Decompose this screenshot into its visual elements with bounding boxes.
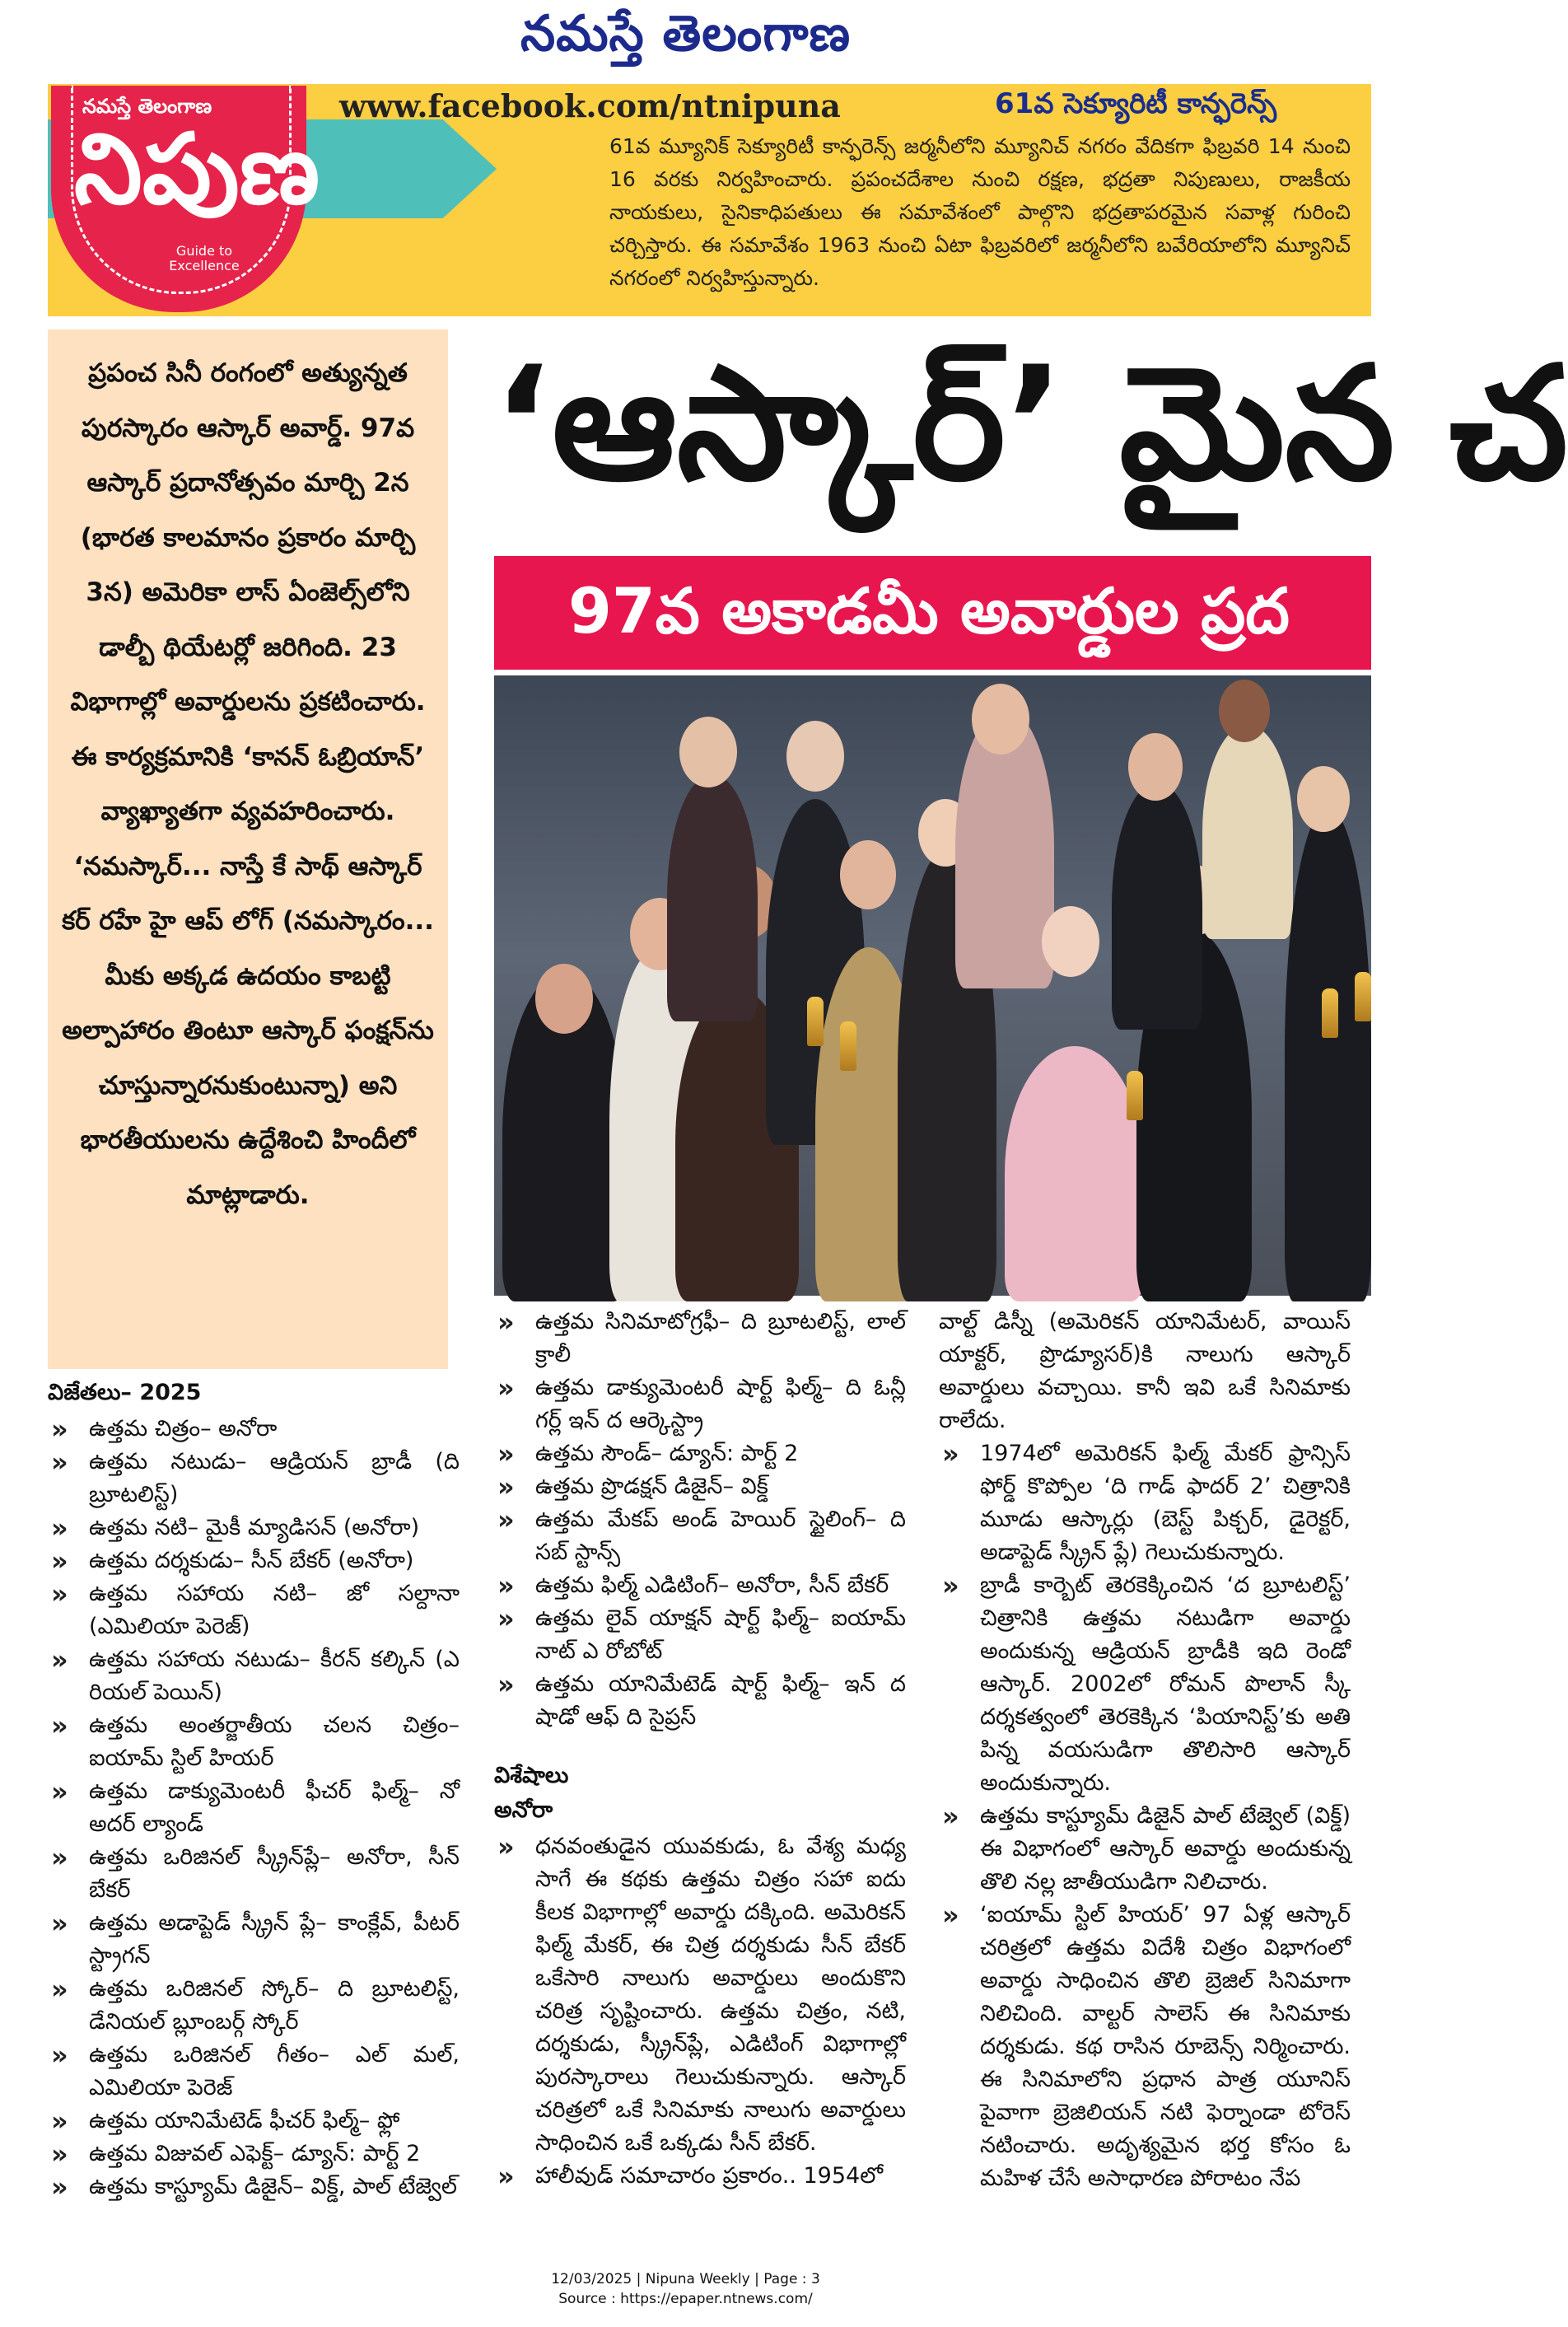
photo-face bbox=[1297, 766, 1350, 832]
footer-source-line: Source : https://epaper.ntnews.com/ bbox=[558, 2291, 813, 2307]
page-footer bbox=[0, 2269, 1371, 2309]
photo-face bbox=[1219, 680, 1270, 742]
list-item: » హాలీవుడ్ సమాచారం ప్రకారం.. 1954లో bbox=[494, 2160, 906, 2193]
conference-body: 61వ మ్యూనిక్ సెక్యూరిటీ కాన్ఫరెన్స్ జర్మనీలోని మ్యూనిచ్ నగరం వేదికగా ఫిబ్రవరి 14 నుంచి 16 వరకు నిర్వహించారు. ప్రపంచదేశాల నుంచి రక్షణ, భద్రతా నిపుణులు, రాజకీయ నాయకులు, సైనికాధిపతులు ఈ సమావేశంలో పాల్గొని భద్రతాపరమైన సవాళ్ల గురించి చర్చిస్తారు. ఈ సమావేశం 1963 నుంచి ఏటా ఫిబ్రవరిలో జర్మనీలోని బవేరియాలోని మ్యూనిచ్ నగరంలో నిర్వహిస్తున్నారు. bbox=[609, 134, 1351, 290]
photo-person bbox=[1005, 1046, 1145, 1301]
subheadline: 97వ అకాడమీ అవార్డుల ప్రద bbox=[568, 574, 1290, 647]
list-item: » ఉత్తమ డాక్యుమెంటరీ షార్ట్ ఫిల్మ్– ది ఓన్లీ గర్ల్ ఇన్ ద ఆర్కెస్ట్రా bbox=[494, 1371, 906, 1437]
intro-text: ప్రపంచ సినీ రంగంలో అత్యున్నత పురస్కారం ఆస్కార్ అవార్డ్. 97వ ఆస్కార్ ప్రదానోత్సవం మార్చి 2న (భారత కాలమానం ప్రకారం మార్చి 3న) అమెరికా లాస్ ఏంజెల్స్‌లోని డాల్బీ థియేటర్లో జరిగింది. 23 విభాగాల్లో అవార్డులను ప్రకటించారు. ఈ కార్యక్రమానికి ‘కానన్ ఓబ్రియాన్’ వ్యాఖ్యాతగా వ్యవహరించారు. ‘నమస్కార్... నాస్తే కే సాథ్ ఆస్కార్ కర్ రహే హై ఆప్ లోగ్ (నమస్కారం... మీకు అక్కడ ఉదయం కాబట్టి అల్పాహారం తింటూ ఆస్కార్ ఫంక్షన్‌ను చూస్తున్నారనుకుంటున్నా) అని భారతీయులను ఉద్దేశించి హిందీలో మాట్లాడారు. bbox=[62, 358, 434, 1210]
list-item: » ఉత్తమ యానిమేటెడ్ ఫీచర్ ఫిల్మ్– ఫ్లో bbox=[48, 2105, 460, 2138]
photo-face bbox=[1128, 733, 1183, 801]
oscar-statuette bbox=[807, 997, 824, 1046]
list-item: » ధనవంతుడైన యువకుడు, ఓ వేశ్య మధ్య సాగే ఈ కథకు ఉత్తమ చిత్రం సహా ఐదు కీలక విభాగాల్లో అవార్డు దక్కింది. అమెరికన్ ఫిల్మ్ మేకర్, ఈ చిత్ర దర్శకుడు సీన్ బేకర్ ఒకేసారి నాలుగు అవార్డులు అందుకొని చరిత్ర సృష్టించారు. ఉత్తమ చిత్రం, నటి, దర్శకుడు, స్క్రీన్‌ప్లే, ఎడిటింగ్ విభాగాల్లో పురస్కారాలు గెలుచుకున్నారు. ఆస్కార్ చరిత్రలో ఒకే సినిమాకు నాలుగు అవార్డులు సాధించిన ఒకే ఒక్కడు సీన్ బేకర్. bbox=[494, 1830, 906, 2160]
list-item: » ఉత్తమ కాస్ట్యూమ్ డిజైన్ పాల్ టేజ్వెల్ (విక్డ్) ఈ విభాగంలో ఆస్కార్ అవార్డు అందుకున్న తొలి నల్ల జాతీయుడిగా నిలిచారు. bbox=[939, 1800, 1351, 1899]
list-item: » ఉత్తమ కాస్ట్యూమ్ డిజైన్– విక్డ్, పాల్ టేజ్వెల్ bbox=[48, 2170, 460, 2203]
right-column-lead: వాల్ట్ డిస్నీ (అమెరికన్ యానిమేటర్, వాయిస్ యాక్టర్, ప్రొడ్యూసర్)కి నాలుగు ఆస్కార్ అవార్డులు వచ్చాయి. కానీ ఇవి ఒకే సినిమాకు రాలేదు. bbox=[939, 1309, 1351, 1433]
list-item: » ఉత్తమ లైవ్ యాక్షన్ షార్ట్ ఫిల్మ్– ఐయామ్ నాట్ ఎ రోబోట్ bbox=[494, 1602, 906, 1668]
photo-face bbox=[1042, 906, 1099, 977]
oscar-statuette bbox=[1322, 988, 1338, 1038]
masthead bbox=[0, 0, 1371, 82]
specials-list-middle bbox=[494, 1830, 906, 2193]
list-item: » ఉత్తమ సినిమాటోగ్రఫీ– ది బ్రూటలిస్ట్, లాల్ క్రాలీ bbox=[494, 1306, 906, 1371]
oscar-winners-photo bbox=[494, 675, 1371, 1296]
list-item: » ఉత్తమ దర్శకుడు– సీన్ బేకర్ (అనోరా) bbox=[48, 1544, 460, 1577]
logo-tagline: Guide to Excellence bbox=[169, 243, 240, 273]
facebook-url[interactable]: www.facebook.com/ntnipuna bbox=[339, 87, 841, 124]
photo-face bbox=[535, 964, 593, 1034]
list-item: » ఉత్తమ ప్రొడక్షన్ డిజైన్– విక్డ్ bbox=[494, 1470, 906, 1503]
list-item: » ఉత్తమ చిత్రం– అనోరా bbox=[48, 1413, 460, 1446]
oscar-statuette bbox=[1127, 1071, 1143, 1120]
photo-face bbox=[840, 840, 896, 909]
conference-title: 61వ సెక్యూరిటీ కాన్ఫరెన్స్ bbox=[995, 87, 1277, 120]
logo-small-text: నమస్తే తెలంగాణ bbox=[82, 95, 212, 118]
specials-heading: విశేషాలు bbox=[494, 1763, 569, 1788]
list-item: » ‘ఐయామ్ స్టిల్ హియర్’ 97 ఏళ్ల ఆస్కార్ చరిత్రలో ఉత్తమ విదేశీ చిత్రం విభాగంలో అవార్డు సాధించిన తొలి బ్రెజిల్ సినిమాగా నిలిచింది. వాల్టర్ సాలెస్ ఈ సినిమాకు దర్శకుడు. కథ రాసిన రూబెన్స్ నిర్మించారు. ఈ సినిమాలోని ప్రధాన పాత్ర యూనిస్ పైవాగా బ్రెజిలియన్ నటి ఫెర్నాండా టోరెస్ నటించారు. అదృశ్యమైన భర్త కోసం ఓ మహిళ చేసే అసాధారణ పోరాటం నేప bbox=[939, 1899, 1351, 2195]
list-item: » ఉత్తమ విజువల్ ఎఫెక్ట్– డ్యూన్: పార్ట్ 2 bbox=[48, 2138, 460, 2170]
list-item: » బ్రాడీ కార్బెట్ తెరకెక్కించిన ‘ద బ్రూటలిస్ట్’ చిత్రానికి ఉత్తమ నటుడిగా అవార్డు అందుకున్న ఆడ్రియన్ బ్రాడీకి ఇది రెండో ఆస్కార్. 2002లో రోమన్ పొలాన్ స్కీ దర్శకత్వంలో తెరకెక్కిన ‘పియానిస్ట్’కు అతి పిన్న వయసుడిగా తొలిసారి ఆస్కార్ అందుకున్నారు. bbox=[939, 1569, 1351, 1800]
logo-title: నిపుణ bbox=[74, 111, 320, 226]
photo-person bbox=[1112, 783, 1202, 1030]
photo-face bbox=[972, 684, 1029, 755]
oscar-statuette bbox=[840, 1021, 856, 1071]
list-item: » ఉత్తమ నటి– మైకీ మ్యాడిసన్ (అనోరా) bbox=[48, 1512, 460, 1544]
anora-heading: అనోరా bbox=[494, 1797, 553, 1823]
list-item: » ఉత్తమ సౌండ్– డ్యూన్: పార్ట్ 2 bbox=[494, 1437, 906, 1470]
list-item: » ఉత్తమ ఒరిజినల్ గీతం– ఎల్ మల్, ఎమిలియా పెరెజ్ bbox=[48, 2039, 460, 2105]
list-item: » 1974లో అమెరికన్ ఫిల్మ్ మేకర్ ఫ్రాన్సిస్ ఫోర్డ్ కొప్పోల ‘ది గాడ్ ఫాదర్ 2’ చిత్రానికి మూడు ఆస్కార్లు (బెస్ట్ పిక్చర్, డైరెక్టర్, అడాప్టెడ్ స్క్రీన్ ప్లే) గెలుచుకున్నారు. bbox=[939, 1437, 1351, 1569]
headline: ‘ఆస్కార్’ మైన చ bbox=[492, 333, 1568, 515]
photo-person bbox=[1285, 807, 1371, 1301]
list-item: » ఉత్తమ సహాయ నటి– జో సల్దానా (ఎమిలియా పెరెజ్) bbox=[48, 1577, 460, 1643]
specials-list-right bbox=[939, 1437, 1351, 2195]
list-item: » ఉత్తమ అంతర్జాతీయ చలన చిత్రం– ఐయామ్ స్టిల్ హియర్ bbox=[48, 1709, 460, 1775]
winners-heading: విజేతలు– 2025 bbox=[48, 1380, 202, 1405]
list-item: » ఉత్తమ ఫిల్మ్ ఎడిటింగ్– అనోరా, సీన్ బేకర్ bbox=[494, 1569, 906, 1602]
list-item: » ఉత్తమ నటుడు– ఆడ్రియన్ బ్రాడీ (ది బ్రూటలిస్ట్) bbox=[48, 1446, 460, 1512]
winners-list-middle bbox=[494, 1306, 906, 1734]
photo-person bbox=[667, 774, 758, 1021]
photo-face bbox=[679, 717, 737, 787]
footer-date-line: 12/03/2025 | Nipuna Weekly | Page : 3 bbox=[551, 2271, 820, 2287]
list-item: » ఉత్తమ సహాయ నటుడు– కీరన్ కల్కిన్ (ఎ రియల్ పెయిన్) bbox=[48, 1643, 460, 1709]
list-item: » ఉత్తమ డాక్యుమెంటరీ ఫీచర్ ఫిల్మ్– నో అదర్ ల్యాండ్ bbox=[48, 1775, 460, 1841]
list-item: » ఉత్తమ అడాప్టెడ్ స్క్రీన్ ప్లే– కాంక్లేవ్, పీటర్ స్ట్రాగన్ bbox=[48, 1907, 460, 1973]
photo-person bbox=[1202, 725, 1293, 939]
masthead-title: నమస్తే తెలంగాణ bbox=[520, 5, 852, 63]
list-item: » ఉత్తమ ఒరిజినల్ స్క్రీన్‌ప్లే– అనోరా, సీన్ బేకర్ bbox=[48, 1841, 460, 1907]
list-item: » ఉత్తమ ఒరిజినల్ స్కోర్– ది బ్రూటలిస్ట్, డేనియల్ బ్లూంబర్గ్ స్కోర్ bbox=[48, 1973, 460, 2039]
list-item: » ఉత్తమ మేకప్ అండ్ హెయిర్ స్టైలింగ్– ది సబ్ స్టాన్స్ bbox=[494, 1503, 906, 1569]
winners-list-left bbox=[48, 1413, 460, 2203]
list-item: » ఉత్తమ యానిమేటెడ్ షార్ట్ ఫిల్మ్– ఇన్ ద షాడో ఆఫ్ ది సైప్రస్ bbox=[494, 1668, 906, 1734]
photo-face bbox=[786, 721, 844, 792]
oscar-statuette bbox=[1355, 972, 1371, 1021]
